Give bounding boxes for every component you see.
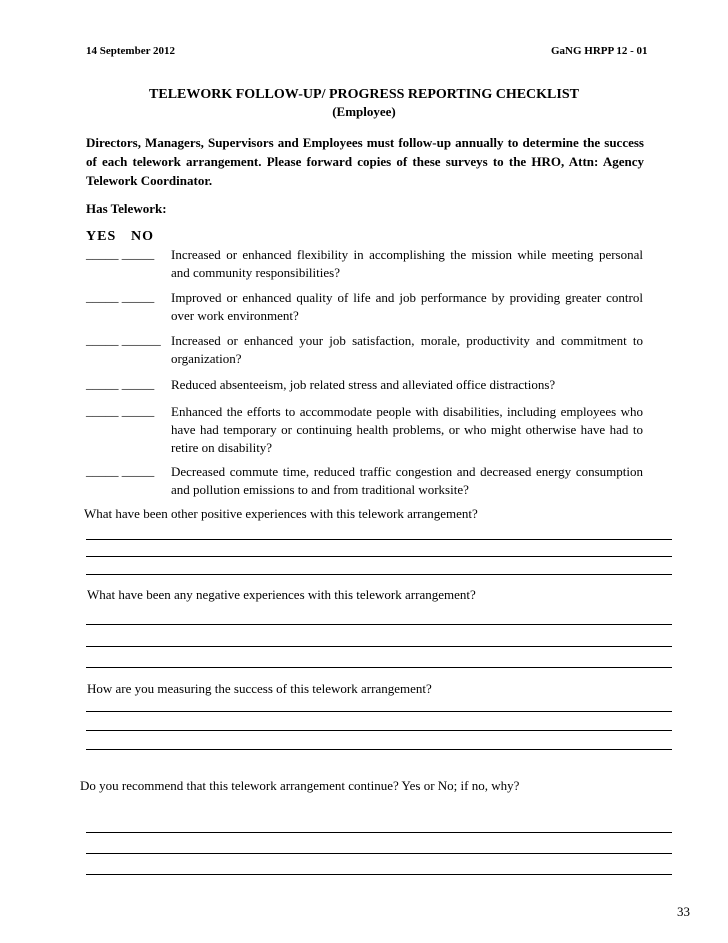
answer-line[interactable] bbox=[86, 853, 672, 854]
answer-line[interactable] bbox=[86, 874, 672, 875]
checklist-item-text: Enhanced the efforts to accommodate people with disabilities, including employees who have had temporary or continuing health problems, or who might otherwise have had to retire on disability? bbox=[171, 404, 643, 455]
answer-line[interactable] bbox=[86, 646, 672, 647]
checklist-item-text: Reduced absenteeism, job related stress and alleviated office distractions? bbox=[171, 377, 556, 392]
answer-line[interactable] bbox=[86, 667, 672, 668]
answer-line[interactable] bbox=[86, 711, 672, 712]
answer-line[interactable] bbox=[86, 539, 672, 540]
header-date: 14 September 2012 bbox=[86, 45, 176, 57]
question-recommend-continue: Do you recommend that this telework arrangement continue? Yes or No; if no, why? bbox=[80, 778, 520, 793]
answer-line[interactable] bbox=[86, 832, 672, 833]
checklist-item-text: Increased or enhanced flexibility in accomplishing the mission while meeting personal and community responsibilities? bbox=[171, 247, 643, 280]
checklist-answer-blank[interactable]: _____ _____ bbox=[86, 463, 155, 478]
question-measuring-success: How are you measuring the success of this telework arrangement? bbox=[87, 681, 432, 696]
checklist-answer-blank[interactable]: _____ ______ bbox=[86, 332, 161, 347]
answer-line[interactable] bbox=[86, 574, 672, 575]
page-title: TELEWORK FOLLOW-UP/ PROGRESS REPORTING CHECKLIST bbox=[149, 87, 579, 102]
page-subtitle: (Employee) bbox=[332, 104, 396, 119]
checklist-answer-blank[interactable]: _____ _____ bbox=[86, 403, 155, 418]
answer-line[interactable] bbox=[86, 556, 672, 557]
answer-line[interactable] bbox=[86, 730, 672, 731]
answer-line[interactable] bbox=[86, 624, 672, 625]
answer-line[interactable] bbox=[86, 749, 672, 750]
checklist-item-text: Increased or enhanced your job satisfaction, morale, productivity and commitment to organization? bbox=[171, 333, 643, 366]
yes-column-header: YES bbox=[86, 229, 117, 244]
question-negative-experiences: What have been any negative experiences with this telework arrangement? bbox=[87, 587, 476, 602]
intro-paragraph: Directors, Managers, Supervisors and Employees must follow-up annually to determine the success of each telework arrangement. Please forward copies of these surveys to the HRO, Attn: Agency Telework Coordinator. bbox=[86, 135, 644, 188]
checklist-item-text: Improved or enhanced quality of life and job performance by providing greater control over work environment? bbox=[171, 290, 643, 323]
checklist-answer-blank[interactable]: _____ _____ bbox=[86, 246, 155, 261]
checklist-answer-blank[interactable]: _____ _____ bbox=[86, 376, 155, 391]
checklist-item-text: Decreased commute time, reduced traffic congestion and decreased energy consumption and pollution emissions to and from traditional worksite? bbox=[171, 464, 643, 497]
checklist-answer-blank[interactable]: _____ _____ bbox=[86, 289, 155, 304]
question-positive-experiences: What have been other positive experiences with this telework arrangement? bbox=[84, 506, 478, 521]
has-telework-label: Has Telework: bbox=[86, 201, 167, 216]
no-column-header: NO bbox=[131, 229, 154, 244]
header-doc-id: GaNG HRPP 12 - 01 bbox=[551, 45, 648, 57]
page-number: 33 bbox=[677, 904, 690, 919]
